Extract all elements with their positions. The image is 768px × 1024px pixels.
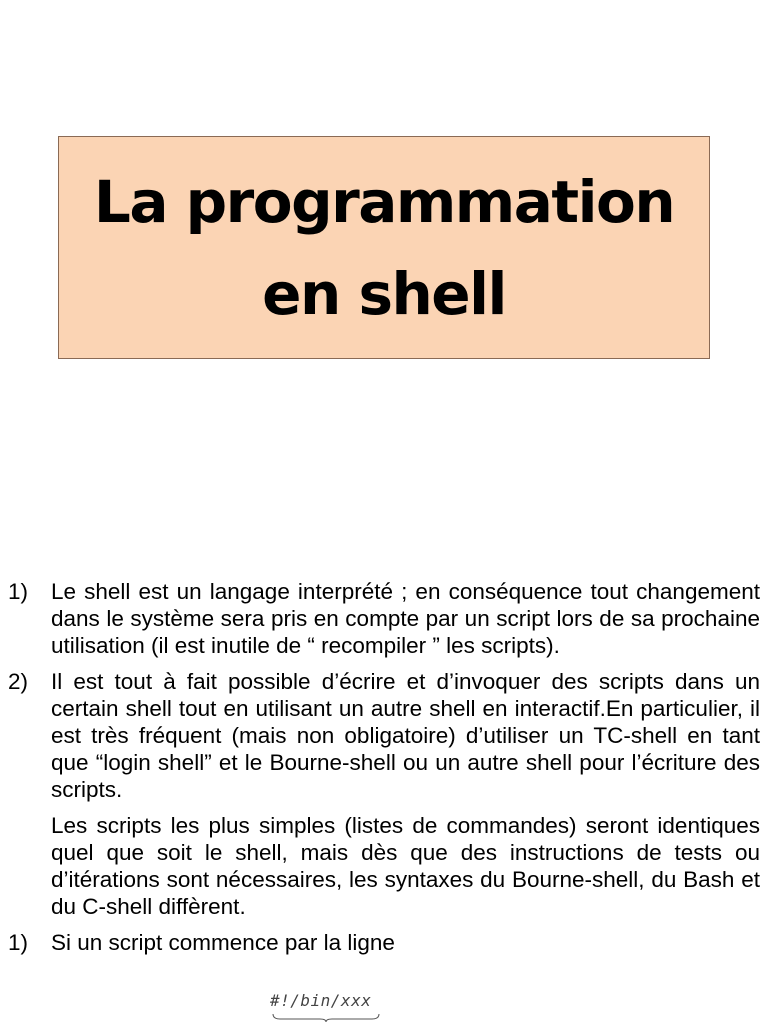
- document-title: [94, 156, 674, 340]
- list-item-number: 1): [8, 930, 29, 955]
- body-text: [8, 578, 760, 956]
- title-box: [58, 136, 710, 359]
- list-item: [8, 929, 760, 956]
- list-item: [8, 668, 760, 803]
- shebang-code: #!/bin/xxx: [270, 991, 372, 1010]
- list-item: [8, 578, 760, 659]
- continuation-paragraph: Les scripts les plus simples (listes de commandes) seront identiques quel que soit le shell, mais dès que des instructions de tests ou d’itérations sont nécessaires, les syntaxes du Bourne-shell, du Bash et du C-shell diffèrent.: [51, 813, 760, 919]
- list-item-text: Il est tout à fait possible d’écrire et d’invoquer des scripts dans un certain shell tout en utilisant un autre shell en interactif.En particulier, il est très fréquent (mais non obligatoire) d’utiliser un TC-shell en tant que “login shell” et le Bourne-shell ou un autre shell pour l’écriture des scripts.: [51, 669, 760, 802]
- list-item-number: 1): [8, 579, 29, 604]
- title-line-1: La programmation: [93, 167, 675, 236]
- list-item-text: Le shell est un langage interprété ; en conséquence tout changement dans le système sera pris en compte par un script lors de sa prochaine utilisation (il est inutile de “ recompiler ” les scripts).: [51, 579, 760, 658]
- list-item-text: Si un script commence par la ligne: [51, 930, 395, 955]
- title-line-2: en shell: [262, 259, 506, 328]
- brace-icon: [272, 1013, 380, 1023]
- list-item-number: 2): [8, 669, 29, 694]
